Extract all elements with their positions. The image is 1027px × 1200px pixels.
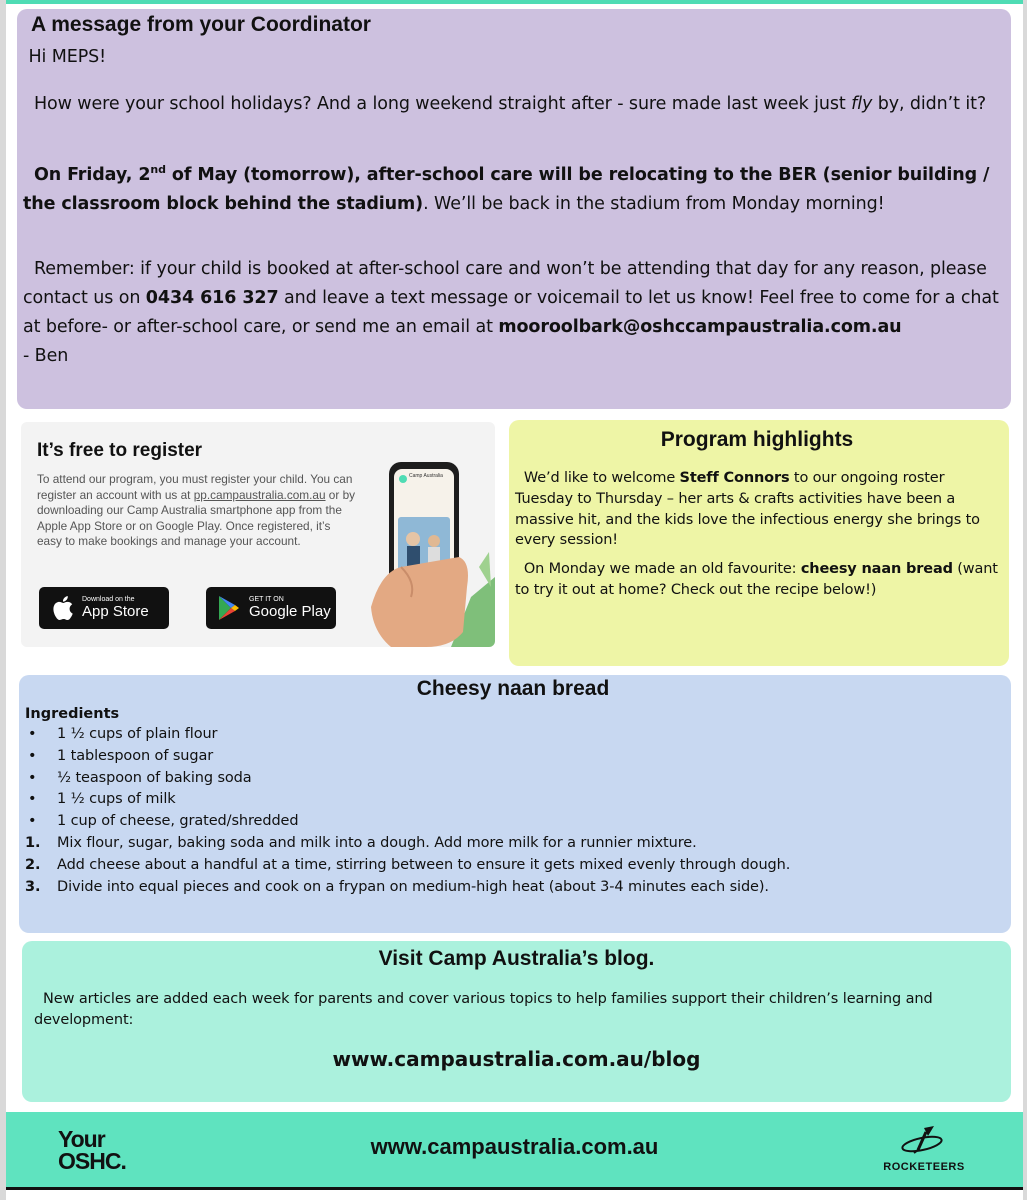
recipe-title: Cheesy naan bread (416, 677, 610, 700)
register-link[interactable]: pp.campaustralia.com.au (193, 487, 326, 502)
your-oshc-logo: Your OSHC. (58, 1126, 126, 1174)
apple-icon (49, 594, 75, 622)
signoff: - Ben (23, 345, 69, 366)
step-item: 3. Divide into equal pieces and cook on a frypan on medium-high heat (about 3-4 minutes each side). (25, 878, 769, 895)
steps-list (25, 833, 1001, 898)
relocation-paragraph: On Friday, 2nd of May (tomorrow), after-school care will be relocating to the BER (senior building / the classroom block behind the stadium). We’ll be back in the stadium from Monday morning! (23, 163, 990, 214)
rocket-icon (896, 1124, 952, 1156)
program-highlights-panel (509, 420, 1009, 666)
blog-title: Visit Camp Australia’s blog. (378, 947, 655, 970)
svg-text:Camp Australia: Camp Australia (409, 473, 443, 479)
page-edge-right (1023, 0, 1027, 1200)
footer (6, 1112, 1023, 1187)
bottom-border (6, 1187, 1023, 1190)
ingredients-list (25, 724, 1001, 833)
register-text: To attend our program, you must register your child. You can register an account with us at pp.campaustralia.com.au or by downloading our Camp Australia smartphone app from the Apple App Store or on Google Play. Once registered, it’s easy to make bookings and manage your account. (37, 472, 356, 548)
recipe-panel (19, 675, 1011, 933)
app-store-button[interactable]: Download on the App Store (39, 587, 169, 629)
register-title: It’s free to register (37, 440, 203, 461)
blog-text: New articles are added each week for parents and cover various topics to help families support their children’s learning and development: (34, 991, 933, 1028)
greeting: Hi MEPS! (28, 47, 107, 67)
naan-paragraph: On Monday we made an old favourite: cheesy naan bread (want to try it out at home? Check out the recipe below!) (515, 561, 998, 598)
google-play-icon (216, 594, 242, 622)
coordinator-message-panel (17, 9, 1011, 409)
holidays-paragraph: How were your school holidays? And a long weekend straight after - sure made last week just fly by, didn’t it? (33, 94, 987, 114)
step-item: 1. Mix flour, sugar, baking soda and milk into a dough. Add more milk for a runnier mixture. (25, 834, 697, 851)
ingredient-item: • 1 tablespoon of sugar (28, 747, 214, 764)
footer-url[interactable]: www.campaustralia.com.au (370, 1134, 659, 1159)
ingredients-title: Ingredients (25, 706, 120, 722)
coordinator-title: A message from your Coordinator (31, 13, 371, 36)
google-play-button[interactable]: GET IT ON Google Play (206, 587, 336, 629)
ingredient-item: • 1 ½ cups of milk (28, 791, 176, 808)
ingredient-item: • 1 ½ cups of plain flour (28, 726, 218, 742)
phone-hand-icon (371, 457, 495, 647)
page-edge-left (0, 0, 6, 1200)
phone-number: 0434 616 327 (145, 287, 279, 308)
top-accent-strip (6, 0, 1023, 4)
email-address[interactable]: mooroolbark@oshccampaustralia.com.au (498, 316, 902, 337)
ingredient-item: • 1 cup of cheese, grated/shredded (28, 813, 299, 830)
welcome-paragraph: We’d like to welcome Steff Connors to our ongoing roster Tuesday to Thursday – her arts & crafts activities have been a massive hit, and the kids love the infectious energy she brings to every session! (515, 470, 980, 549)
blog-panel (22, 941, 1011, 1102)
register-card (21, 422, 495, 647)
step-item: 2. Add cheese about a handful at a time, stirring between to ensure it gets mixed evenly through dough. (25, 856, 791, 873)
highlights-title: Program highlights (660, 428, 854, 451)
reminder-paragraph: Remember: if your child is booked at after-school care and won’t be attending that day for any reason, please contact us on 0434 616 327 and leave a text message or voicemail to let us know! Feel free to come for a chat at before- or after-school care, or send me an email at mooroolbark@oshccampaustralia.com.au (23, 258, 999, 337)
rocketeers-logo: ROCKETEERS (869, 1124, 979, 1176)
ingredient-item: • ½ teaspoon of baking soda (28, 769, 252, 786)
blog-link[interactable]: www.campaustralia.com.au/blog (332, 1047, 701, 1071)
